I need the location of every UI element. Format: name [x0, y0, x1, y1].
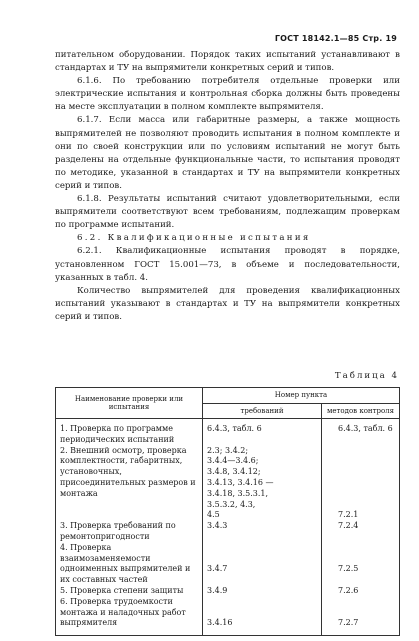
- table-row: [56, 419, 400, 446]
- row-req: 3.4.9: [203, 586, 322, 597]
- header-method: методов контроля: [322, 403, 400, 419]
- paragraph: питательном оборудовании. Порядок таких испытаний устанавливают в стандартах и ТУ на выпрямители конкретных серий и типов.: [55, 50, 400, 74]
- header-req: требований: [203, 403, 322, 419]
- row-name: 4. Проверка взаимозаменяемости одноименных выпрямителей и их составных частей: [56, 543, 203, 586]
- table-row: [56, 521, 400, 543]
- header-group: Номер пункта: [203, 388, 400, 404]
- row-name: 3. Проверка требований по ремонтопригодности: [56, 521, 203, 543]
- page-header: ГОСТ 18142.1—85 Стр. 19: [274, 34, 397, 43]
- row-req: 3.4.16: [203, 597, 322, 636]
- row-req: 3.4.3: [203, 521, 322, 543]
- row-method: 7.2.1: [322, 446, 400, 522]
- paragraph: 6.2.1. Квалификационные испытания проводят в порядке, установленном ГОСТ 15.001—73, в объеме и последовательности, указанных в табл. 4.: [55, 246, 400, 283]
- table-row: [56, 586, 400, 597]
- section-heading: 6.2. Квалификационные испытания: [77, 233, 311, 244]
- row-method: 7.2.6: [322, 586, 400, 597]
- paragraph: 6.1.6. По требованию потребителя отдельные проверки или электрические испытания и контрольная сборка должны быть проведены на месте эксплуатации в полном комплекте выпрямителя.: [55, 76, 400, 113]
- row-req: 3.4.7: [203, 543, 322, 586]
- row-name: 5. Проверка степени защиты: [56, 586, 203, 597]
- table-row: [56, 543, 400, 586]
- paragraph: 6.1.7. Если масса или габаритные размеры, а также мощность выпрямителей не позволяют проводить испытания в полном комплекте и они по своей конструкции или по условиям испытаний не могут быть разделены на отдельные функциональные части, то испытания проводят по методике, указанной в стандартах и ТУ на выпрямители конкретных серий и типов.: [55, 115, 400, 191]
- paragraph: 6.1.8. Результаты испытаний считают удовлетворительными, если выпрямители соответствуют всем требованиям, подлежащим проверкам по программе испытаний.: [55, 194, 400, 231]
- row-name: 1. Проверка по программе периодических испытаний: [56, 419, 203, 446]
- row-method: 7.2.4: [322, 521, 400, 543]
- body-text: [55, 49, 400, 324]
- row-method: 7.2.7: [322, 597, 400, 636]
- row-req: 6.4.3, табл. 6: [203, 419, 322, 446]
- row-method: 7.2.5: [322, 543, 400, 586]
- table-row: [56, 446, 400, 522]
- row-req: 2.3; 3.4.2; 3.4.4—3.4.6; 3.4.8, 3.4.12; 3.4.13, 3.4.16 — 3.4.18, 3.5.3.1, 3.5.3.2, 4.3, 4.5: [203, 446, 322, 522]
- row-name: 2. Внешний осмотр, проверка комплектности, габаритных, установочных, присоединительных размеров и монтажа: [56, 446, 203, 522]
- row-name: 6. Проверка трудоемкости монтажа и наладочных работ выпрямителя: [56, 597, 203, 636]
- table-caption: Таблица 4: [334, 371, 399, 381]
- table-row: [56, 597, 400, 636]
- paragraph: Количество выпрямителей для проведения квалификационных испытаний указывают в стандартах и ТУ на выпрямители конкретных серий и типов.: [55, 285, 400, 322]
- row-method: 6.4.3, табл. 6: [322, 419, 400, 446]
- qualification-tests-table: [55, 387, 400, 636]
- header-name: Наименование проверки или испытания: [56, 388, 203, 419]
